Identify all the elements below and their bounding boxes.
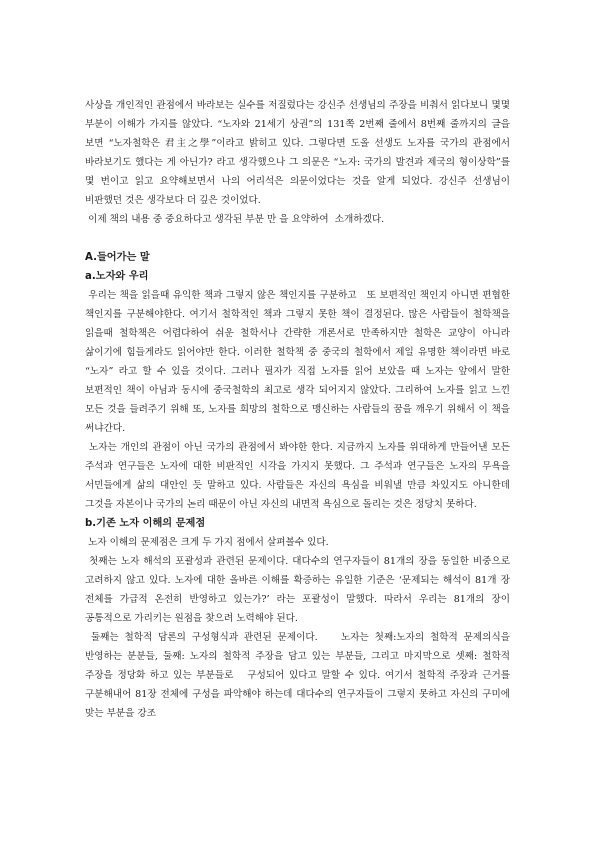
subsection-heading: b.기존 노자 이해의 문제점 <box>85 518 206 529</box>
body-paragraph: 노자는 개인의 관점이 아닌 국가의 관점에서 봐야한 한다. 지금까지 노자를 위대하게 만들어낸 모든 주석과 연구들은 노자에 대한 비판적인 시각을 가지지 못했다. 그 주석과 연구들은 노자의 무욕을 서민들에게 삶의 대안인 듯 말하고 있다. 사람들은 자신의 욕심을 비워낼 만큼 차있지도 아니한데 그것을 자본이나 국가의 논리 때문이 아닌 자신의 내면적 욕심으로 돌리는 것은 정당치 못하다. <box>85 442 514 510</box>
intro-paragraph: 사상을 개인적인 관점에서 바라보는 실수를 저질렀다는 강신주 선생님의 주장을 비춰서 읽다보니 몇몇 부분이 이해가 가지를 않았다. “노자와 21세기 상권”의 131쪽 2번째 줄에서 8번째 줄까지의 글을 보면 “노자철학은 君主之學”이라고 밝히고 있다. 그렇다면 도올 선생도 노자를 국가의 관점에서 바라보기도 했다는 게 아닌가? 라고 생각했으나 그 의문은 “노자: 국가의 발견과 제국의 형이상학”를 몇 번이고 읽고 요약해보면서 나의 어리석은 의문이었다는 것을 알게 되었다. 강신주 선생님이 비판했던 것은 생각보다 더 깊은 것이었다. <box>85 100 514 206</box>
body-paragraph: 둘째는 철학적 담론의 구성형식과 관련된 문제이다. 노자는 첫째:노자의 철학적 문제의식을 반영하는 분분들, 둘째: 노자의 철학적 주장을 담고 있는 부분들, 그리고 마지막으로 셋째: 철학적 주장을 정당화 하고 있는 부분들로 구성되어 있다고 말할 수 있다. 여기서 철학적 주장과 근거를 구분해내어 81장 전체에 구성을 파악해야 하는데 대다수의 연구자들이 그렇지 못하고 자신의 구미에 맞는 부분을 강조 <box>85 632 514 719</box>
section-spacer <box>85 229 510 248</box>
subsection-heading: a.노자와 우리 <box>85 271 149 282</box>
intro-summary-note: 이제 책의 내용 중 중요하다고 생각된 부분 만 을 요약하여 소개하겠다. <box>85 214 385 225</box>
document-page <box>85 96 514 723</box>
body-paragraph: 노자 이해의 문제점은 크게 두 가지 점에서 살펴볼수 있다. <box>85 537 329 548</box>
section-heading: A.들어가는 말 <box>85 252 150 263</box>
body-paragraph: 우리는 책을 읽을때 유익한 책과 그렇지 않은 책인지를 구분하고 또 보편적인 책인지 아니면 편협한 책인지를 구분해야한다. 여기서 철학적인 책과 그렇지 못한 책이 결정된다. 많은 사람들이 철학책을 읽을때 철학책은 어렵다하여 쉬운 철학서나 간략한 개론서로 만족하지만 철학은 교양이 아니라 삶이기에 힘들게라도 읽어야만 한다. 이러한 철학책 중 중국의 철학에서 제일 유명한 책이라면 바로 “노자” 라고 할 수 있을 것이다. 그러나 필자가 직접 노자를 읽어 보았을 때 노자는 앞에서 말한 보편적인 책이 아님과 동시에 중국철학의 최고로 생각 되어지지 않았다. 그리하여 노자를 읽고 느낀 모든 것을 들려주기 위해 또, 노자를 희망의 철학으로 맹신하는 사람들의 꿈을 깨우기 위해서 이 책을 써냐간다. <box>85 290 514 434</box>
body-paragraph: 첫째는 노자 해석의 포괄성과 관련된 문제이다. 대다수의 연구자들이 81개의 장을 동일한 비중으로 고려하지 않고 있다. 노자에 대한 올바른 이해를 확증하는 유일한 기준은 ‘문제되는 해석이 81개 장 전체를 가급적 온전히 반영하고 있는가?’ 라는 포괄성이 말했다. 따라서 우리는 81개의 장이 공통적으로 가리키는 원점을 찾으려 노력해야 된다. <box>85 556 514 624</box>
